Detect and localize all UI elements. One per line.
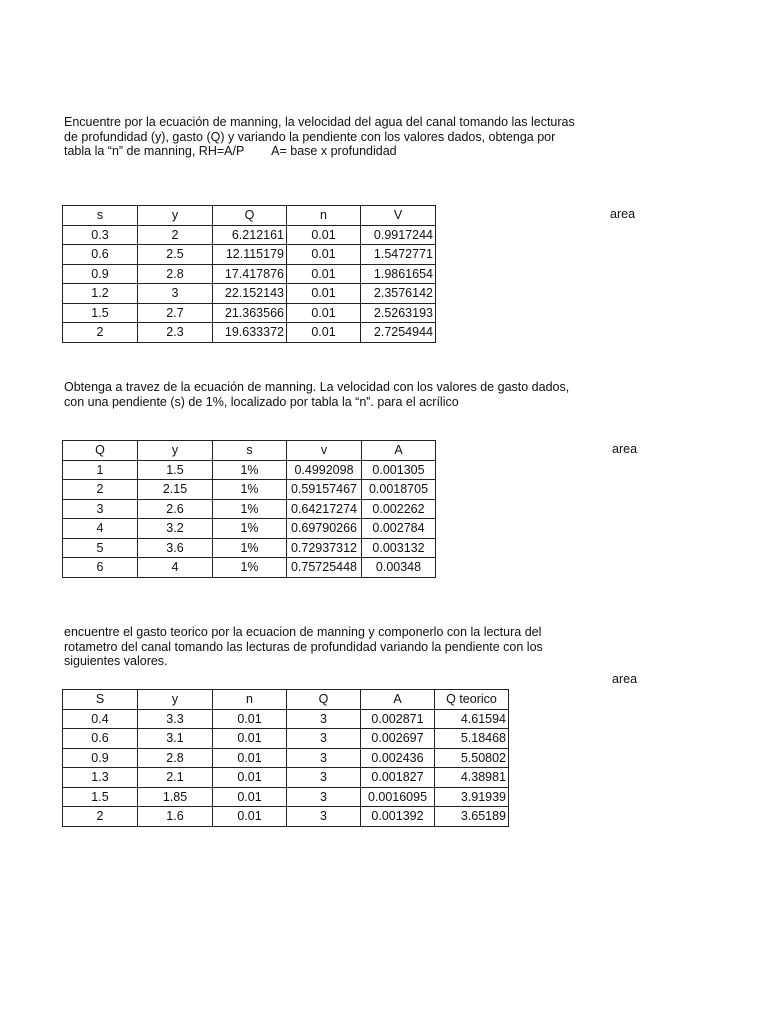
table-cell: 0.9 [63, 264, 138, 284]
table-cell: 3 [63, 499, 138, 519]
table-cell: 1.5 [63, 303, 138, 323]
table-row [63, 748, 509, 768]
table-cell: 0.4992098 [287, 460, 362, 480]
table-cell: 1% [213, 499, 287, 519]
table-cell: 0.01 [213, 748, 287, 768]
table-cell: 0.003132 [362, 538, 436, 558]
table-cell: 2.7 [138, 303, 213, 323]
table-cell: 1.85 [138, 787, 213, 807]
table-row [63, 245, 436, 265]
header-cell: s [63, 206, 138, 226]
header-cell: V [361, 206, 436, 226]
instruction-line: de profundidad (y), gasto (Q) y variando la pendiente con los valores dados, obtenga por [64, 129, 556, 144]
table-cell: 3.1 [138, 729, 213, 749]
instruction-line: siguientes valores. [64, 654, 168, 668]
table-cell: 3 [138, 284, 213, 304]
table-theoretical-flow [62, 689, 509, 827]
table-cell: 1.5 [63, 787, 138, 807]
table-cell: 2.8 [138, 264, 213, 284]
table-cell: 0.69790266 [287, 519, 362, 539]
table-row [63, 519, 436, 539]
table-cell: 0.3 [63, 225, 138, 245]
table-cell: 2.5263193 [361, 303, 436, 323]
table-row [63, 538, 436, 558]
table-cell: 17.417876 [213, 264, 287, 284]
table-cell: 0.01 [287, 225, 361, 245]
table-cell: 3.2 [138, 519, 213, 539]
table-cell: 2 [63, 480, 138, 500]
table-cell: 0.01 [213, 729, 287, 749]
table-cell: 0.002262 [362, 499, 436, 519]
table-cell: 0.6 [63, 245, 138, 265]
table-cell: 0.01 [213, 709, 287, 729]
header-cell: v [287, 441, 362, 461]
table-cell: 19.633372 [213, 323, 287, 343]
header-cell: y [138, 441, 213, 461]
instruction-line: encuentre el gasto teorico por la ecuacion de manning y componerlo con la lectura del [64, 625, 542, 639]
table-cell: 0.01 [287, 303, 361, 323]
table-acrylic-velocity [62, 440, 436, 578]
table-cell: 12.115179 [213, 245, 287, 265]
instruction-line: con una pendiente (s) de 1%, localizado por tabla la “n”. para el acrílico [64, 394, 459, 409]
table-cell: 1.5 [138, 460, 213, 480]
table-cell: 3 [287, 787, 361, 807]
header-cell: A [362, 441, 436, 461]
table-cell: 0.01 [213, 787, 287, 807]
table-velocity [62, 205, 436, 343]
table-cell: 0.002784 [362, 519, 436, 539]
table-cell: 1.2 [63, 284, 138, 304]
table-cell: 2.3 [138, 323, 213, 343]
table-cell: 0.01 [287, 284, 361, 304]
instruction-line: rotametro del canal tomando las lecturas de profundidad variando la pendiente con los [64, 639, 543, 654]
table-cell: 5.50802 [435, 748, 509, 768]
table-cell: 1 [63, 460, 138, 480]
table-cell: 0.01 [287, 245, 361, 265]
header-cell: Q teorico [435, 690, 509, 710]
table-cell: 0.75725448 [287, 558, 362, 578]
table-row [63, 558, 436, 578]
table-header-row [63, 206, 436, 226]
header-cell: S [63, 690, 138, 710]
table-row [63, 768, 509, 788]
table-cell: 1% [213, 538, 287, 558]
header-cell: n [213, 690, 287, 710]
table-cell: 2 [63, 323, 138, 343]
table-cell: 4.61594 [435, 709, 509, 729]
table-cell: 0.0016095 [361, 787, 435, 807]
table-cell: 2.6 [138, 499, 213, 519]
table-cell: 0.00348 [362, 558, 436, 578]
table-row [63, 807, 509, 827]
section2-instructions [64, 380, 569, 409]
table-cell: 0.01 [213, 807, 287, 827]
header-cell: Q [63, 441, 138, 461]
table-header-row [63, 441, 436, 461]
table-cell: 3.91939 [435, 787, 509, 807]
table-cell: 0.001392 [361, 807, 435, 827]
table-cell: 0.01 [213, 768, 287, 788]
header-cell: n [287, 206, 361, 226]
table-cell: 1.9861654 [361, 264, 436, 284]
table-cell: 3 [287, 748, 361, 768]
table-cell: 0.64217274 [287, 499, 362, 519]
table-cell: 0.002697 [361, 729, 435, 749]
table-row [63, 323, 436, 343]
table-cell: 1% [213, 480, 287, 500]
header-cell: y [138, 206, 213, 226]
table-cell: 0.01 [287, 323, 361, 343]
table-cell: 0.6 [63, 729, 138, 749]
section1-instructions [64, 115, 575, 159]
table-cell: 0.9917244 [361, 225, 436, 245]
table-cell: 1.3 [63, 768, 138, 788]
table-cell: 2.3576142 [361, 284, 436, 304]
table-row [63, 303, 436, 323]
table-cell: 0.01 [287, 264, 361, 284]
table-cell: 1% [213, 558, 287, 578]
table-cell: 2.5 [138, 245, 213, 265]
table-cell: 0.001305 [362, 460, 436, 480]
table-cell: 2.15 [138, 480, 213, 500]
table-row [63, 460, 436, 480]
table-row [63, 225, 436, 245]
table-cell: 4.38981 [435, 768, 509, 788]
table-row [63, 729, 509, 749]
table-cell: 0.0018705 [362, 480, 436, 500]
table-cell: 5.18468 [435, 729, 509, 749]
table-row [63, 264, 436, 284]
table-cell: 2 [138, 225, 213, 245]
table-row [63, 284, 436, 304]
table-cell: 3 [287, 807, 361, 827]
table-cell: 2.1 [138, 768, 213, 788]
area-label: area [610, 207, 636, 221]
table-cell: 4 [63, 519, 138, 539]
table-cell: 0.59157467 [287, 480, 362, 500]
table-cell: 3.6 [138, 538, 213, 558]
area-label: area [612, 442, 638, 456]
table-cell: 0.9 [63, 748, 138, 768]
header-cell: A [361, 690, 435, 710]
table-cell: 21.363566 [213, 303, 287, 323]
table-cell: 2.7254944 [361, 323, 436, 343]
instruction-line: Obtenga a travez de la ecuación de manning. La velocidad con los valores de gasto dados, [64, 380, 570, 394]
table-row [63, 787, 509, 807]
header-cell: Q [287, 690, 361, 710]
table-cell: 2 [63, 807, 138, 827]
table-row [63, 709, 509, 729]
table-cell: 3.65189 [435, 807, 509, 827]
table-cell: 1% [213, 460, 287, 480]
table-cell: 3.3 [138, 709, 213, 729]
table-cell: 6.212161 [213, 225, 287, 245]
table-cell: 3 [287, 709, 361, 729]
table-cell: 1.6 [138, 807, 213, 827]
table-cell: 0.72937312 [287, 538, 362, 558]
instruction-line: Encuentre por la ecuación de manning, la velocidad del agua del canal tomando las lecturas [64, 115, 575, 129]
header-cell: s [213, 441, 287, 461]
table-cell: 3 [287, 729, 361, 749]
table-cell: 5 [63, 538, 138, 558]
header-cell: Q [213, 206, 287, 226]
table-header-row [63, 690, 509, 710]
table-row [63, 480, 436, 500]
table-row [63, 499, 436, 519]
table-cell: 1.5472771 [361, 245, 436, 265]
table-cell: 0.002871 [361, 709, 435, 729]
table-cell: 4 [138, 558, 213, 578]
area-label: area [612, 672, 638, 686]
table-cell: 22.152143 [213, 284, 287, 304]
table-cell: 0.002436 [361, 748, 435, 768]
instruction-line: tabla la “n” de manning, RH=A/P A= base x profundidad [64, 144, 397, 158]
table-cell: 1% [213, 519, 287, 539]
table-cell: 3 [287, 768, 361, 788]
table-cell: 6 [63, 558, 138, 578]
header-cell: y [138, 690, 213, 710]
table-cell: 2.8 [138, 748, 213, 768]
table-cell: 0.001827 [361, 768, 435, 788]
section3-instructions [64, 625, 543, 669]
table-cell: 0.4 [63, 709, 138, 729]
